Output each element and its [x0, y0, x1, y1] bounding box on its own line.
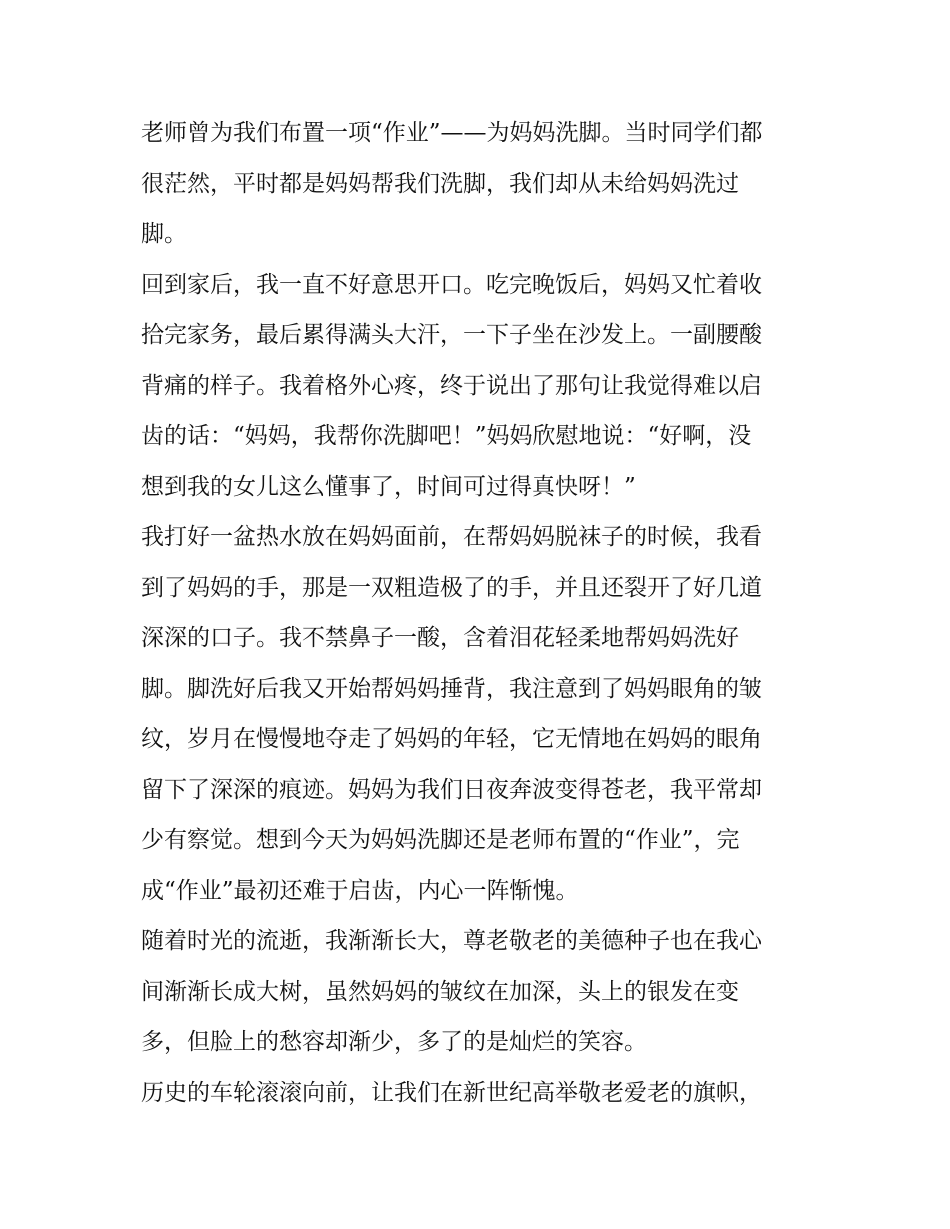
text-line: 齿的话：“妈妈，我帮你洗脚吧！”妈妈欣慰地说：“好啊，没: [141, 423, 752, 449]
text-line: 少有察觉。想到今天为妈妈洗脚还是老师布置的“作业”，完: [141, 827, 740, 853]
text-line: 多，但脸上的愁容却渐少，多了的是灿烂的笑容。: [141, 1029, 647, 1055]
text-line: 间渐渐长成大树，虽然妈妈的皱纹在加深，头上的银发在变: [141, 978, 739, 1005]
text-line: 老师曾为我们布置一项“作业”——为妈妈洗脚。当时同学们都: [141, 120, 763, 146]
text-line: 拾完家务，最后累得满头大汗，一下子坐在沙发上。一副腰酸: [141, 322, 762, 348]
text-line: 脚。脚洗好后我又开始帮妈妈捶背，我注意到了妈妈眼角的皱: [141, 675, 762, 702]
text-line: 留下了深深的痕迹。妈妈为我们日夜奔波变得苍老，我平常却: [141, 776, 762, 803]
text-line: 回到家后，我一直不好意思开口。吃完晚饭后，妈妈又忙着收: [141, 271, 762, 298]
text-line: 很茫然，平时都是妈妈帮我们洗脚，我们却从未给妈妈洗过: [141, 170, 739, 197]
text-line: 纹，岁月在慢慢地夺走了妈妈的年轻，它无情地在妈妈的眼角: [141, 726, 762, 752]
essay-body: [141, 108, 821, 1118]
text-line: 随着时光的流逝，我渐渐长大，尊老敬老的美德种子也在我心: [141, 928, 762, 954]
text-line: 到了妈妈的手，那是一双粗造极了的手，并且还裂开了好几道: [141, 574, 762, 601]
text-line: 深深的口子。我不禁鼻子一酸，含着泪花轻柔地帮妈妈洗好: [141, 625, 739, 651]
text-line: 我打好一盆热水放在妈妈面前，在帮妈妈脱袜子的时候，我看: [141, 524, 762, 550]
text-line: 想到我的女儿这么懂事了，时间可过得真快呀！”: [141, 473, 636, 500]
text-line: 成“作业”最初还难于启齿，内心一阵惭愧。: [141, 877, 579, 904]
text-line: 背痛的样子。我着格外心疼，终于说出了那句让我觉得难以启: [141, 372, 762, 399]
text-line: 脚。: [141, 221, 187, 247]
text-line: 历史的车轮滚滚向前，让我们在新世纪高举敬老爱老的旗帜，: [141, 1079, 762, 1106]
